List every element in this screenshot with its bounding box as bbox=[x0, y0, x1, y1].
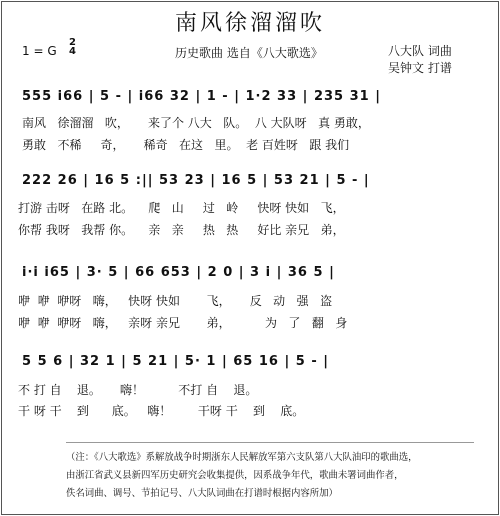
lyric-line-3-verse-2: 咿 咿 咿呀 嗨， 亲呀 亲兄 弟， 为 了 翻 身 bbox=[18, 316, 348, 330]
lyric-line-3-verse-1: 咿 咿 咿呀 嗨， 快呀 快如 飞， 反 动 强 盗 bbox=[18, 294, 333, 308]
song-title: 南风徐溜溜吹 bbox=[174, 11, 325, 36]
lyric-line-1-verse-2: 勇敢 不稀 奇， 稀奇 在这 里。 老 百姓呀 跟 我们 bbox=[22, 138, 350, 152]
lyric-line-2-verse-1: 打游 击呀 在路 北。 爬 山 过 岭 快呀 快如 飞， bbox=[18, 201, 345, 215]
lyric-line-4-verse-2: 干 呀 干 到 底。 嗨！ 干呀 干 到 底。 bbox=[18, 404, 305, 418]
time-signature bbox=[69, 38, 76, 56]
footnote-line-1: （注：《八大歌选》系解放战争时期浙东人民解放军第六支队第八大队油印的歌曲选， bbox=[66, 452, 418, 463]
key-signature: 1 = G bbox=[22, 44, 57, 58]
transcriber-credit: 吴钟文 打谱 bbox=[388, 61, 452, 75]
lyric-line-2-verse-2: 你帮 我呀 我帮 你。 亲 亲 热 热 好比 亲兄 弟， bbox=[18, 223, 345, 237]
time-signature-top: 2 bbox=[69, 37, 76, 48]
notation-line-3: i·i i65 | 3· 5 | 66 653 | 2 0 | 3 i | 36 5 | bbox=[22, 265, 335, 280]
footnote bbox=[66, 442, 474, 503]
song-source: 历史歌曲 选自《八大歌选》 bbox=[175, 46, 323, 60]
notation-line-2: 222 26 | 16 5 :|| 53 23 | 16 5 | 53 21 | 5 - | bbox=[22, 173, 370, 188]
time-signature-bottom: 4 bbox=[69, 46, 76, 57]
footnote-line-3: 佚名词曲、调号、节拍记号、八大队词曲在打谱时根据内容所加） bbox=[66, 488, 338, 499]
notation-line-1: 555 i66 | 5 - | i66 32 | 1 - | 1·2 33 | 235 31 | bbox=[22, 89, 381, 104]
notation-line-4: 5 5 6 | 32 1 | 5 21 | 5· 1 | 65 16 | 5 - | bbox=[22, 354, 330, 369]
footnote-line-2: 由浙江省武义县新四军历史研究会收集提供，因系战争年代，歌曲未署词曲作者， bbox=[66, 470, 404, 481]
lyric-line-4-verse-1: 不 打 自 退。 嗨！ 不打 自 退。 bbox=[18, 383, 258, 397]
page-frame bbox=[1, 1, 499, 515]
lyricist-credit: 八大队 词曲 bbox=[388, 44, 452, 58]
lyric-line-1-verse-1: 南风 徐溜溜 吹， 来了个 八大 队。 八 大队呀 真 勇敢， bbox=[22, 116, 370, 130]
